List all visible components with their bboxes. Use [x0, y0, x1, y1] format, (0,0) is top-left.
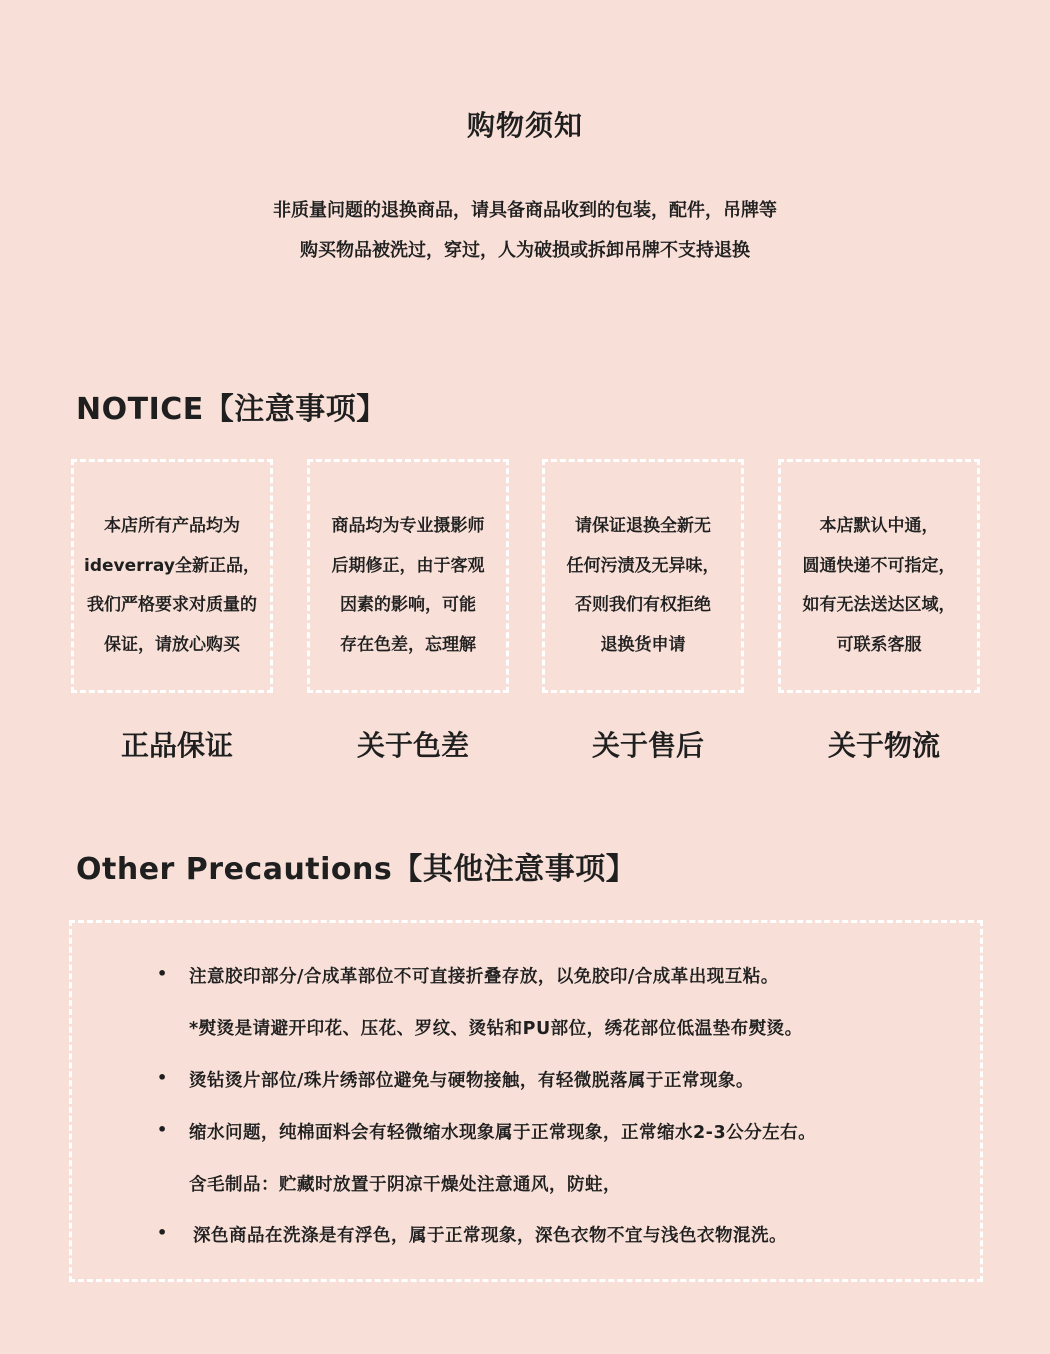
caption-logistics: 关于物流	[827, 729, 940, 762]
card-line: 我们严格要求对质量的	[87, 595, 257, 615]
bullet-marker: •	[157, 1068, 168, 1087]
card-line: 保证，请放心购买	[104, 634, 240, 655]
precaution-item: 缩水问题，纯棉面料会有轻微缩水现象属于正常现象，正常缩水2-3公分左右。	[189, 1123, 817, 1143]
precautions-box	[69, 920, 983, 1282]
precaution-item: *熨烫是请避开印花、压花、罗纹、烫钻和PU部位，绣花部位低温垫布熨烫。	[189, 1019, 803, 1039]
caption-authenticity: 正品保证	[120, 729, 233, 762]
other-precautions-heading: Other Precautions【其他注意事项】	[76, 852, 637, 887]
card-line: 后期修正，由于客观	[331, 555, 485, 576]
notice-card-logistics	[778, 459, 980, 693]
card-line: 存在色差，忘理解	[340, 634, 476, 655]
card-line: 圆通快递不可指定，	[802, 555, 956, 576]
card-line: 因素的影响，可能	[340, 595, 476, 615]
notice-card-authenticity	[71, 459, 273, 693]
bullet-marker: •	[157, 964, 168, 983]
caption-color-difference: 关于色差	[356, 729, 469, 762]
precaution-item: 烫钻烫片部位/珠片绣部位避免与硬物接触，有轻微脱落属于正常现象。	[189, 1071, 754, 1091]
card-line: 退换货申请	[600, 634, 686, 655]
caption-after-sales: 关于售后	[591, 729, 704, 762]
card-line: 本店默认中通，	[819, 516, 939, 536]
precaution-item: 注意胶印部分/合成革部位不可直接折叠存放，以免胶印/合成革出现互粘。	[189, 967, 779, 987]
card-line: 可联系客服	[836, 634, 922, 655]
card-line: ideverray全新正品，	[84, 555, 260, 576]
bullet-marker: •	[157, 1223, 168, 1242]
card-line: 任何污渍及无异味，	[566, 555, 720, 576]
intro-line-return-policy: 非质量问题的退换商品，请具备商品收到的包装，配件，吊牌等	[273, 200, 777, 221]
precaution-item: 深色商品在洗涤是有浮色，属于正常现象，深色衣物不宜与浅色衣物混洗。	[193, 1226, 787, 1246]
card-line: 商品均为专业摄影师	[331, 516, 485, 536]
precaution-item: 含毛制品：贮藏时放置于阴凉干燥处注意通风，防蛀，	[189, 1175, 621, 1195]
notice-heading: NOTICE【注意事项】	[76, 392, 387, 427]
notice-card-color-difference	[307, 459, 509, 693]
card-line: 否则我们有权拒绝	[575, 595, 711, 615]
intro-line-no-return-conditions: 购买物品被洗过，穿过，人为破损或拆卸吊牌不支持退换	[300, 240, 750, 261]
notice-card-after-sales	[542, 459, 744, 693]
bullet-marker: •	[157, 1120, 168, 1139]
card-line: 请保证退换全新无	[575, 516, 711, 536]
card-line: 如有无法送达区域，	[802, 595, 956, 615]
card-line: 本店所有产品均为	[104, 516, 240, 536]
page-title: 购物须知	[466, 109, 583, 142]
